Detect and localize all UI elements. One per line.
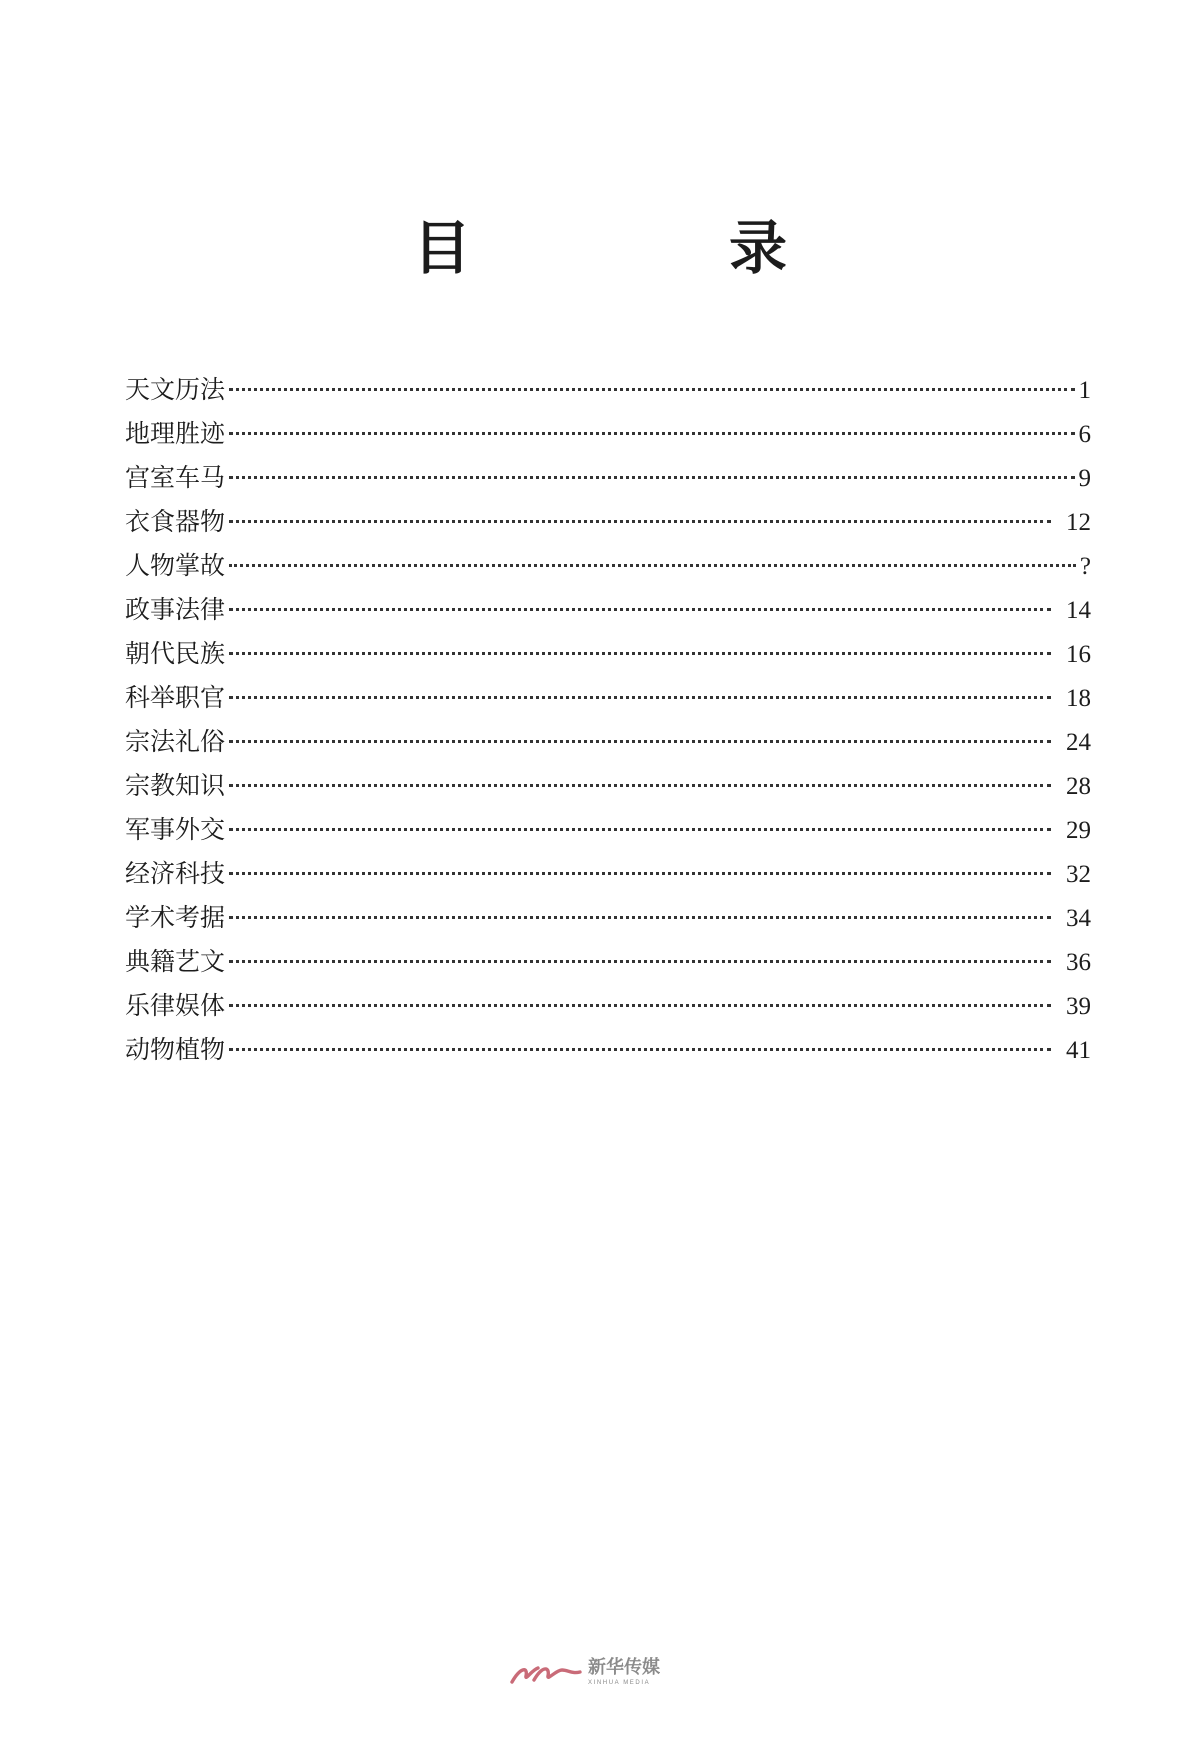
toc-entry[interactable]: [125, 588, 1091, 632]
toc-entry[interactable]: [125, 368, 1091, 412]
toc-dot-leader: [229, 872, 1051, 875]
toc-entry-page: 12: [1066, 509, 1091, 536]
toc-entry[interactable]: [125, 764, 1091, 808]
toc-dot-leader: [229, 960, 1051, 963]
toc-dot-leader: [229, 388, 1074, 391]
toc-entry-page: 28: [1066, 773, 1091, 800]
toc-entry-page: 39: [1066, 993, 1091, 1020]
toc-dot-leader: [229, 696, 1051, 699]
toc-dot-leader: [229, 916, 1051, 919]
toc-dot-leader: [229, 476, 1074, 479]
publisher-name-en: XINHUA MEDIA: [588, 1679, 651, 1686]
toc-dot-leader: [229, 1004, 1051, 1007]
toc-entry-label: 宗教知识: [125, 771, 226, 800]
toc-entry[interactable]: [125, 852, 1091, 896]
toc-dot-leader: [229, 740, 1051, 743]
toc-entry-label: 科举职官: [125, 683, 226, 712]
toc-entry-page: 16: [1066, 641, 1091, 668]
publisher-logo: [510, 1658, 660, 1686]
xinhua-media-swoosh-icon: [510, 1658, 582, 1686]
toc-entry-label: 宫室车马: [125, 463, 226, 492]
toc-dot-leader: [229, 1048, 1051, 1051]
toc-entry-page: 24: [1066, 729, 1091, 756]
toc-dot-leader: [229, 564, 1076, 567]
toc-entry-label: 军事外交: [125, 815, 226, 844]
toc-entry[interactable]: [125, 500, 1091, 544]
toc-entry-page: ?: [1079, 553, 1091, 580]
swoosh-stroke-2: [534, 1669, 580, 1680]
toc-entry[interactable]: [125, 632, 1091, 676]
toc-entry[interactable]: [125, 808, 1091, 852]
publisher-name: [588, 1656, 660, 1686]
toc-entry[interactable]: [125, 896, 1091, 940]
page-title: 目 录: [412, 214, 887, 282]
toc-entry-page: 1: [1078, 377, 1091, 404]
toc-entry-label: 动物植物: [125, 1035, 226, 1064]
toc-entry-label: 学术考据: [125, 903, 226, 932]
table-of-contents: [125, 368, 1091, 1072]
toc-entry-label: 衣食器物: [125, 507, 226, 536]
toc-entry-page: 9: [1078, 465, 1091, 492]
toc-entry-label: 典籍艺文: [125, 947, 226, 976]
toc-entry-label: 宗法礼俗: [125, 727, 226, 756]
toc-entry[interactable]: [125, 984, 1091, 1028]
toc-entry-page: 18: [1066, 685, 1091, 712]
toc-dot-leader: [229, 520, 1051, 523]
toc-entry[interactable]: [125, 544, 1091, 588]
toc-entry-label: 地理胜迹: [125, 419, 226, 448]
toc-entry-label: 政事法律: [125, 595, 226, 624]
toc-entry[interactable]: [125, 720, 1091, 764]
publisher-name-cn: 新华传媒: [588, 1656, 660, 1678]
toc-entry-page: 36: [1066, 949, 1091, 976]
toc-entry-page: 29: [1066, 817, 1091, 844]
toc-entry-page: 32: [1066, 861, 1091, 888]
toc-entry-page: 34: [1066, 905, 1091, 932]
toc-dot-leader: [229, 784, 1051, 787]
toc-entry[interactable]: [125, 676, 1091, 720]
toc-entry-label: 天文历法: [125, 375, 226, 404]
toc-entry[interactable]: [125, 940, 1091, 984]
toc-dot-leader: [229, 828, 1051, 831]
toc-entry-page: 6: [1078, 421, 1091, 448]
toc-entry-page: 41: [1066, 1037, 1091, 1064]
toc-entry-label: 乐律娱体: [125, 991, 226, 1020]
toc-entry-label: 人物掌故: [125, 551, 226, 580]
toc-entry-page: 14: [1066, 597, 1091, 624]
toc-entry[interactable]: [125, 1028, 1091, 1072]
toc-dot-leader: [229, 608, 1051, 611]
toc-entry[interactable]: [125, 412, 1091, 456]
toc-entry-label: 经济科技: [125, 859, 226, 888]
toc-dot-leader: [229, 652, 1051, 655]
toc-dot-leader: [229, 432, 1074, 435]
toc-entry[interactable]: [125, 456, 1091, 500]
toc-entry-label: 朝代民族: [125, 639, 226, 668]
